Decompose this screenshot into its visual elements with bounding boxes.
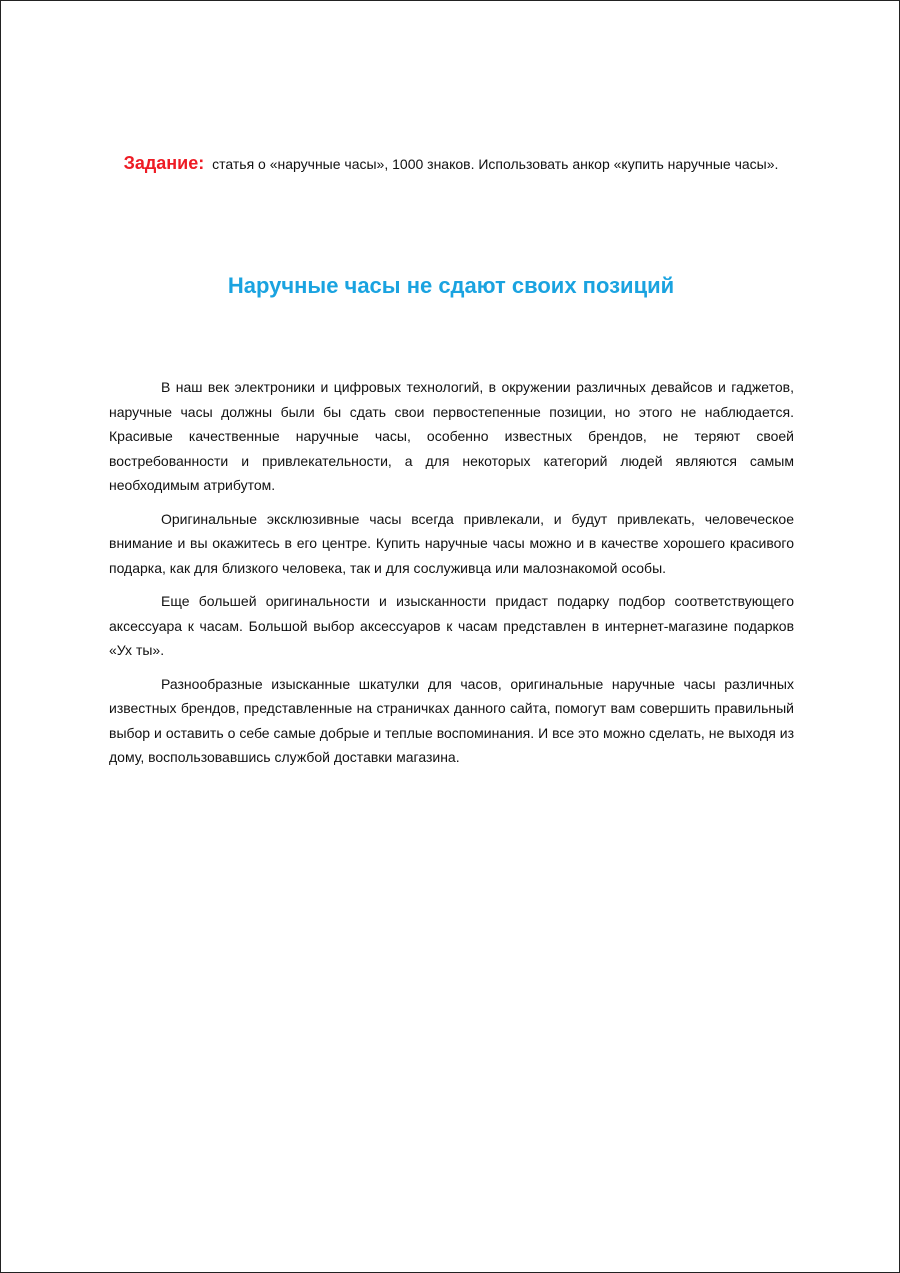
article-paragraph-4: Разнообразные изысканные шкатулки для часов, оригинальные наручные часы различных известных брендов, представленные на страничках данного сайта, помогут вам совершить правильный выбор и оставить о себе самые добрые и теплые воспоминания. И все это можно сделать, не выходя из дому, воспользовавшись службой доставки магазина. [109,675,794,765]
task-label: Задание: [123,153,205,173]
article-paragraph-3: Еще большей оригинальности и изысканности придаст подарку подбор соответствующего аксессуара к часам. Большой выбор аксессуаров к часам представлен в интернет-магазине подарков «Ух ты». [109,593,794,658]
article-paragraph-2: Оригинальные эксклюзивные часы всегда привлекали, и будут привлекать, человеческое внимание и вы окажитесь в его центре. Купить наручные часы можно и в качестве хорошего красивого подарка, как для близкого человека, так и для сослуживца или малознакомой особы. [109,510,794,576]
article-body [109,375,794,779]
task-statement [109,149,793,178]
task-text: статья о «наручные часы», 1000 знаков. Использовать анкор «купить наручные часы». [212,156,779,172]
article-title: Наручные часы не сдают своих позиций [227,273,675,298]
article-paragraph-1: В наш век электроники и цифровых технологий, в окружении различных девайсов и гаджетов, наручные часы должны были бы сдать свои первостепенные позиции, но этого не наблюдается. Красивые качественные наручные часы, особенно известных брендов, не теряют своей востребованности и привлекательности, а для некоторых категорий людей являются самым необходимым атрибутом. [109,379,794,493]
